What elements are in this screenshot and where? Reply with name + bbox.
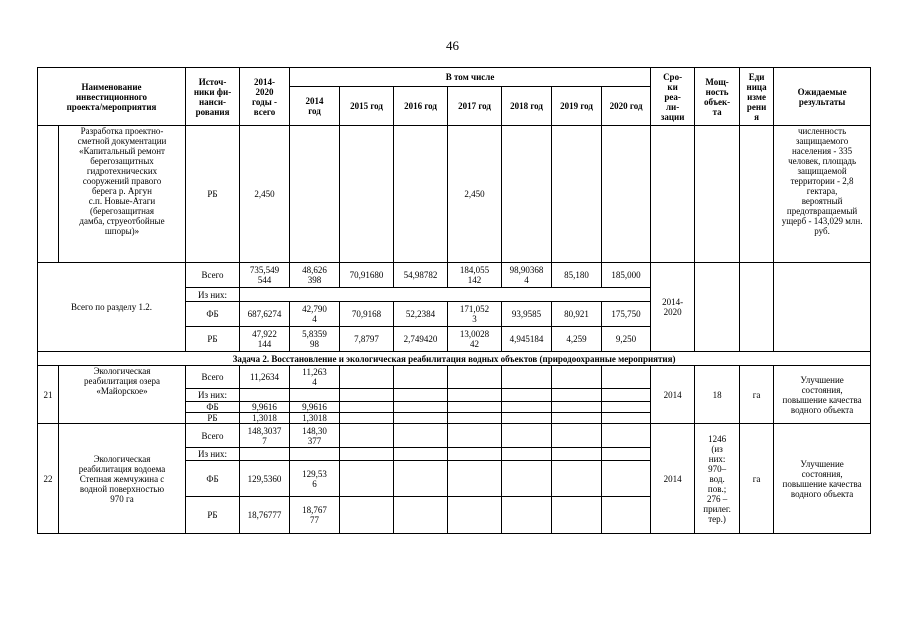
section-source: ФБ — [186, 302, 240, 327]
item21-num: 21 — [38, 366, 59, 424]
section-2018: 93,9585 — [502, 302, 552, 327]
header-row-1 — [38, 68, 871, 87]
section-2017: 13,0028 42 — [448, 327, 502, 352]
section-total: 687,6274 — [240, 302, 290, 327]
task2-row — [38, 352, 871, 366]
header-unit: Еди ница изме рени я — [740, 68, 774, 126]
section-2016: 54,98782 — [394, 263, 448, 288]
item22-2014: 129,53 6 — [290, 461, 340, 497]
section-source: РБ — [186, 327, 240, 352]
item21-2014: 11,263 4 — [290, 366, 340, 389]
header-including: В том числе — [290, 68, 651, 87]
item22-row — [38, 424, 871, 448]
header-2019: 2019 год — [552, 87, 602, 126]
project-name: Разработка проектно- сметной документации «Капитальный ремонт берегозащитных гидротехнических сооружений правого берега р. Аргун с.п. Новые-Атаги (берегозащитная дамба, струеотбойные шпоры)» — [59, 126, 186, 263]
header-terms: Сро- ки реа- ли- зации — [651, 68, 695, 126]
item22-capacity: 1246 (из них: 970– вод. пов.; 276 – прилег. тер.) — [695, 424, 740, 534]
investment-table — [37, 67, 871, 534]
header-2017: 2017 год — [448, 87, 502, 126]
item21-2014: 1,3018 — [290, 413, 340, 424]
item21-2014: 9,9616 — [290, 402, 340, 413]
section-2019: 4,259 — [552, 327, 602, 352]
item22-total: 129,5360 — [240, 461, 290, 497]
item22-source: Из них: — [186, 448, 240, 461]
item21-source: Всего — [186, 366, 240, 389]
header-2020: 2020 год — [602, 87, 651, 126]
section-2015: 7,8797 — [340, 327, 394, 352]
section-total: 47,922 144 — [240, 327, 290, 352]
section-2019: 85,180 — [552, 263, 602, 288]
section-2015: 70,91680 — [340, 263, 394, 288]
item22-total: 18,76777 — [240, 497, 290, 534]
item21-total: 1,3018 — [240, 413, 290, 424]
item21-row — [38, 366, 871, 389]
section-2016: 2,749420 — [394, 327, 448, 352]
header-2015: 2015 год — [340, 87, 394, 126]
item21-source: ФБ — [186, 402, 240, 413]
section-total-row — [38, 263, 871, 288]
item21-name: Экологическая реабилитация озера «Майорское» — [59, 366, 186, 424]
section-total: 735,549 544 — [240, 263, 290, 288]
project-results: численность защищаемого населения - 335 человек, площадь защищаемой территории - 2,8 гектара, вероятный предотвращаемый ущерб - 143,029 млн. руб. — [774, 126, 871, 263]
section-2020: 9,250 — [602, 327, 651, 352]
section-total-label: Всего по разделу 1.2. — [38, 263, 186, 352]
section-terms: 2014- 2020 — [651, 263, 695, 352]
item22-total: 148,3037 7 — [240, 424, 290, 448]
item22-terms: 2014 — [651, 424, 695, 534]
section-2014: 48,626 398 — [290, 263, 340, 288]
section-2014: 42,790 4 — [290, 302, 340, 327]
section-2019: 80,921 — [552, 302, 602, 327]
item21-terms: 2014 — [651, 366, 695, 424]
header-2016: 2016 год — [394, 87, 448, 126]
item21-results: Улучшение состояния, повышение качества водного объекта — [774, 366, 871, 424]
header-2018: 2018 год — [502, 87, 552, 126]
header-source: Источ- ники фи- нанси- рования — [186, 68, 240, 126]
section-2014: 5,8359 98 — [290, 327, 340, 352]
project-row — [38, 126, 871, 263]
section-2018: 98,90368 4 — [502, 263, 552, 288]
project-source: РБ — [186, 126, 240, 263]
item22-source: ФБ — [186, 461, 240, 497]
header-2014: 2014 год — [290, 87, 340, 126]
project-num — [38, 126, 59, 263]
item22-source: Всего — [186, 424, 240, 448]
header-results: Ожидаемые результаты — [774, 68, 871, 126]
item21-total: 11,2634 — [240, 366, 290, 389]
project-2017: 2,450 — [448, 126, 502, 263]
item22-results: Улучшение состояния, повышение качества водного объекта — [774, 424, 871, 534]
section-source: Всего — [186, 263, 240, 288]
item22-2014: 18,767 77 — [290, 497, 340, 534]
item21-capacity: 18 — [695, 366, 740, 424]
section-source: Из них: — [186, 288, 240, 302]
section-2017: 171,052 3 — [448, 302, 502, 327]
section-2020: 175,750 — [602, 302, 651, 327]
item22-num: 22 — [38, 424, 59, 534]
section-2018: 4,945184 — [502, 327, 552, 352]
item21-unit: га — [740, 366, 774, 424]
item21-source: Из них: — [186, 389, 240, 402]
item21-source: РБ — [186, 413, 240, 424]
section-2017: 184,055 142 — [448, 263, 502, 288]
project-total: 2,450 — [240, 126, 290, 263]
item22-name: Экологическая реабилитация водоема Степная жемчужина с водной поверхностью 970 га — [59, 424, 186, 534]
header-name: Наименование инвестиционного проекта/мероприятия — [38, 68, 186, 126]
header-total: 2014- 2020 годы - всего — [240, 68, 290, 126]
item21-total: 9,9616 — [240, 402, 290, 413]
section-2020: 185,000 — [602, 263, 651, 288]
section-2016: 52,2384 — [394, 302, 448, 327]
item22-2014: 148,30 377 — [290, 424, 340, 448]
page-number: 46 — [446, 38, 459, 53]
item22-source: РБ — [186, 497, 240, 534]
section-2015: 70,9168 — [340, 302, 394, 327]
item22-unit: га — [740, 424, 774, 534]
task2-title: Задача 2. Восстановление и экологическая реабилитация водных объектов (природоохранные мероприятия) — [38, 352, 871, 366]
header-capacity: Мощ- ность объек- та — [695, 68, 740, 126]
